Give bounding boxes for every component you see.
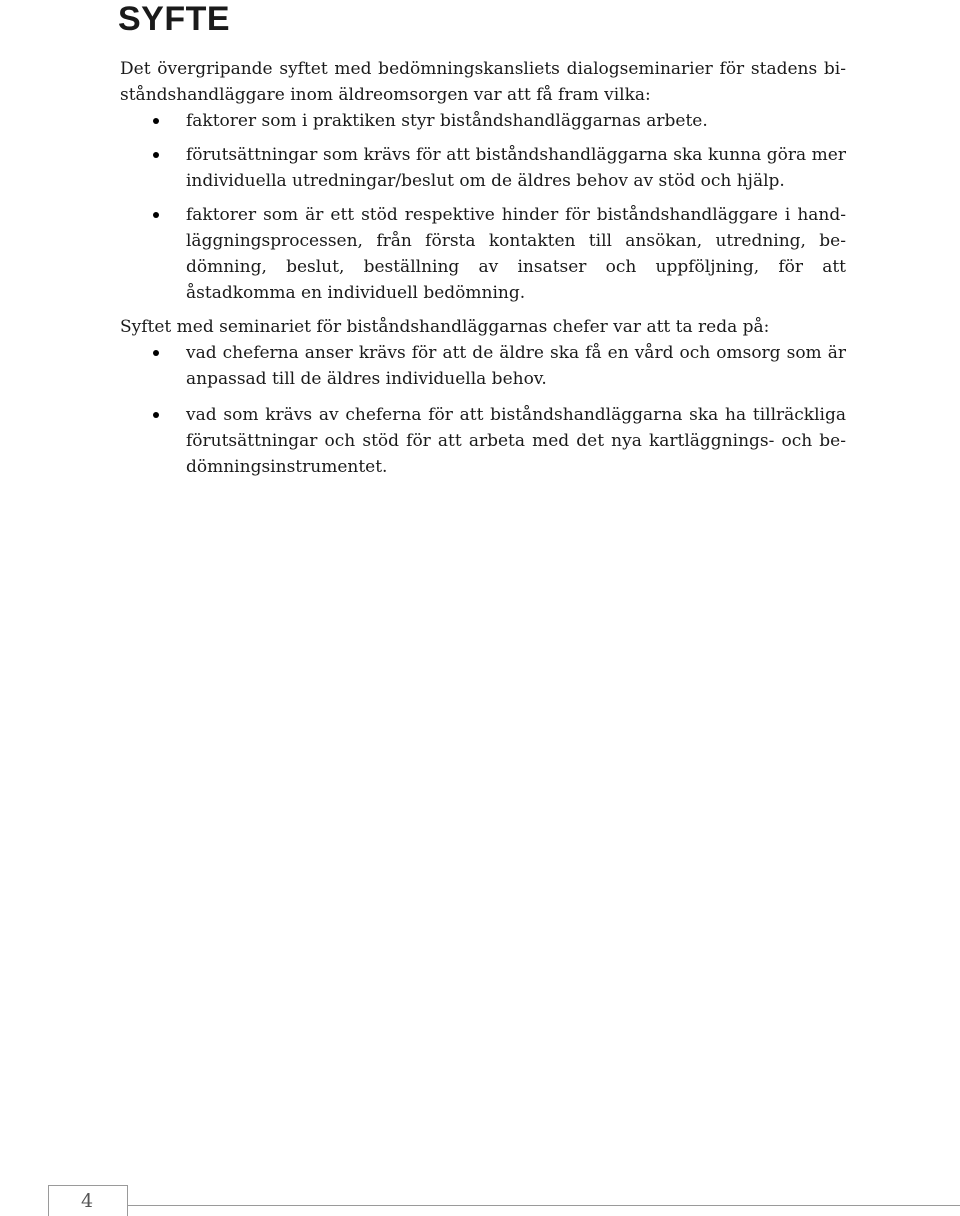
list-item-text: förutsättningar som krävs för att biståndshandläggarna ska kunna göra mer individuella utredningar/beslut om de äldres behov av stöd och hjälp.: [186, 145, 846, 191]
managers-paragraph: Syftet med seminariet för biståndshandläggarnas chefer var att ta reda på:: [120, 317, 770, 337]
list-item-text: vad som krävs av cheferna för att biståndshandläggarna ska ha tillräckliga förutsättningar och stöd för att arbeta med det nya kartläggnings- och be-dömningsinstrumentet.: [186, 405, 846, 477]
list-item-text: faktorer som i praktiken styr biståndshandläggarnas arbete.: [186, 111, 708, 131]
list-item: [120, 402, 846, 480]
body-text: [120, 56, 846, 490]
page-heading: SYFTE: [118, 0, 231, 38]
footer-rule: [126, 1205, 960, 1206]
list-item: [120, 340, 846, 392]
managers-list: [120, 340, 846, 480]
bullet-icon: [153, 412, 159, 418]
list-item-text: faktorer som är ett stöd respektive hinder för biståndshandläggare i hand-läggningsprocessen, från första kontakten till ansökan, utredning, be-dömning, beslut, beställning av insatser och uppföljning, för att åstadkomma en individuell bedömning.: [186, 205, 846, 303]
bullet-icon: [153, 350, 159, 356]
list-item: [120, 142, 846, 194]
intro-paragraph: Det övergripande syftet med bedömningskansliets dialogseminarier för stadens bi-ståndshandläggare inom äldreomsorgen var att få fram vilka:: [120, 59, 846, 105]
page-number: 4: [80, 1190, 94, 1212]
purpose-list: [120, 108, 846, 306]
bullet-icon: [153, 118, 159, 124]
bullet-icon: [153, 212, 159, 218]
list-item: [120, 108, 846, 134]
list-item: [120, 202, 846, 306]
list-item-text: vad cheferna anser krävs för att de äldre ska få en vård och omsorg som är anpassad till de äldres individuella behov.: [186, 343, 846, 389]
bullet-icon: [153, 152, 159, 158]
